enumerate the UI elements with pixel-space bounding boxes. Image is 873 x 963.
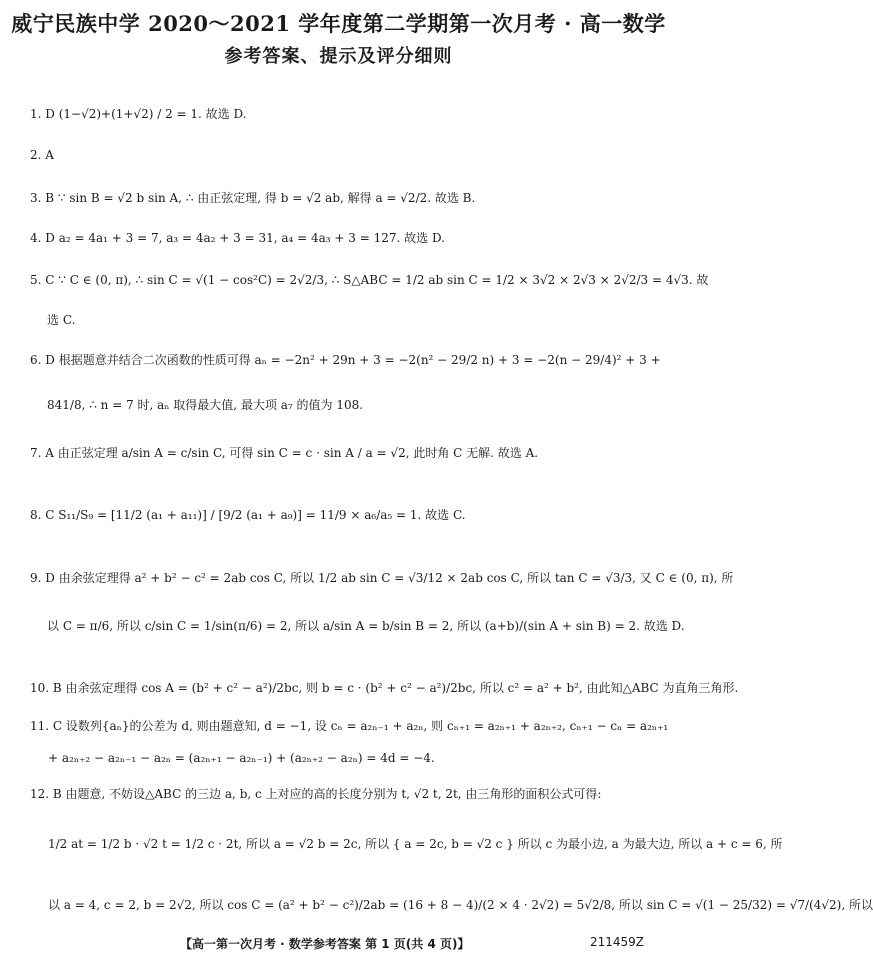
answer-item-8: 8. C S₁₁/S₉ = [11/2 (a₁ + a₁₁)] / [9/2 (a₁ + a₉)] = 11/9 × a₆/a₅ = 1. 故选 C. bbox=[30, 508, 466, 522]
answer-item-5-continued: 选 C. bbox=[47, 313, 76, 327]
page-subtitle: 参考答案、提示及评分细则 bbox=[224, 46, 453, 67]
answer-item-12: 12. B 由题意, 不妨设△ABC 的三边 a, b, c 上对应的高的长度分别为 t, √2 t, 2t, 由三角形的面积公式可得: bbox=[30, 787, 602, 801]
answer-item-2: 2. A bbox=[30, 148, 54, 162]
answer-item-6: 6. D 根据题意并结合二次函数的性质可得 aₙ = −2n² + 29n + 3 = −2(n² − 29/2 n) + 3 = −2(n − 29/4)² + 3 + bbox=[30, 353, 661, 367]
answer-item-5: 5. C ∵ C ∈ (0, π), ∴ sin C = √(1 − cos²C) = 2√2/3, ∴ S△ABC = 1/2 ab sin C = 1/2 × 3√2 × 2√3 × 2√2/3 = 4√3. 故 bbox=[30, 273, 709, 287]
answer-item-3: 3. B ∵ sin B = √2 b sin A, ∴ 由正弦定理, 得 b = √2 ab, 解得 a = √2/2. 故选 B. bbox=[30, 191, 476, 205]
answer-item-12-continued-1: 1/2 at = 1/2 b · √2 t = 1/2 c · 2t, 所以 a = √2 b = 2c, 所以 { a = 2c, b = √2 c } 所以 c 为最小边, a 为最大边, 所以 a + c = 6, 所 bbox=[48, 837, 783, 851]
answer-item-10: 10. B 由余弦定理得 cos A = (b² + c² − a²)/2bc, 则 b = c · (b² + c² − a²)/2bc, 所以 c² = a² + b², 由此知△ABC 为直角三角形. bbox=[30, 681, 739, 695]
answer-item-11: 11. C 设数列{aₙ}的公差为 d, 则由题意知, d = −1, 设 cₙ = a₂ₙ₋₁ + a₂ₙ, 则 cₙ₊₁ = a₂ₙ₊₁ + a₂ₙ₊₂, cₙ₊₁ − cₙ = a₂ₙ₊₁ bbox=[30, 719, 669, 733]
page-footer: 【高一第一次月考 · 数学参考答案 第 1 页(共 4 页)】 bbox=[180, 937, 470, 951]
answer-item-9-continued: 以 C = π/6, 所以 c/sin C = 1/sin(π/6) = 2, 所以 a/sin A = b/sin B = 2, 所以 (a+b)/(sin A + sin B) = 2. 故选 D. bbox=[47, 619, 685, 633]
answer-item-9: 9. D 由余弦定理得 a² + b² − c² = 2ab cos C, 所以 1/2 ab sin C = √3/12 × 2ab cos C, 所以 tan C = √3/3, 又 C ∈ (0, π), 所 bbox=[30, 571, 734, 585]
answer-item-11-continued: + a₂ₙ₊₂ − a₂ₙ₋₁ − a₂ₙ = (a₂ₙ₊₁ − a₂ₙ₋₁) + (a₂ₙ₊₂ − a₂ₙ) = 4d = −4. bbox=[48, 751, 435, 765]
answer-item-7: 7. A 由正弦定理 a/sin A = c/sin C, 可得 sin C = c · sin A / a = √2, 此时角 C 无解. 故选 A. bbox=[30, 446, 539, 460]
document-code: 211459Z bbox=[590, 935, 645, 949]
answer-item-4: 4. D a₂ = 4a₁ + 3 = 7, a₃ = 4a₂ + 3 = 31, a₄ = 4a₃ + 3 = 127. 故选 D. bbox=[30, 231, 445, 245]
answer-item-12-continued-2: 以 a = 4, c = 2, b = 2√2, 所以 cos C = (a² + b² − c²)/2ab = (16 + 8 − 4)/(2 × 4 · 2√2) = 5√2/8, 所以 sin C = √(1 − 25/32) = √7/(4√2), 所以 bbox=[48, 898, 873, 912]
answer-item-6-continued: 841/8, ∴ n = 7 时, aₙ 取得最大值, 最大项 a₇ 的值为 108. bbox=[47, 398, 364, 412]
page-title: 威宁民族中学 2020～2021 学年度第二学期第一次月考 · 高一数学 bbox=[11, 11, 666, 36]
answer-item-1: 1. D (1−√2)+(1+√2) / 2 = 1. 故选 D. bbox=[30, 107, 247, 121]
